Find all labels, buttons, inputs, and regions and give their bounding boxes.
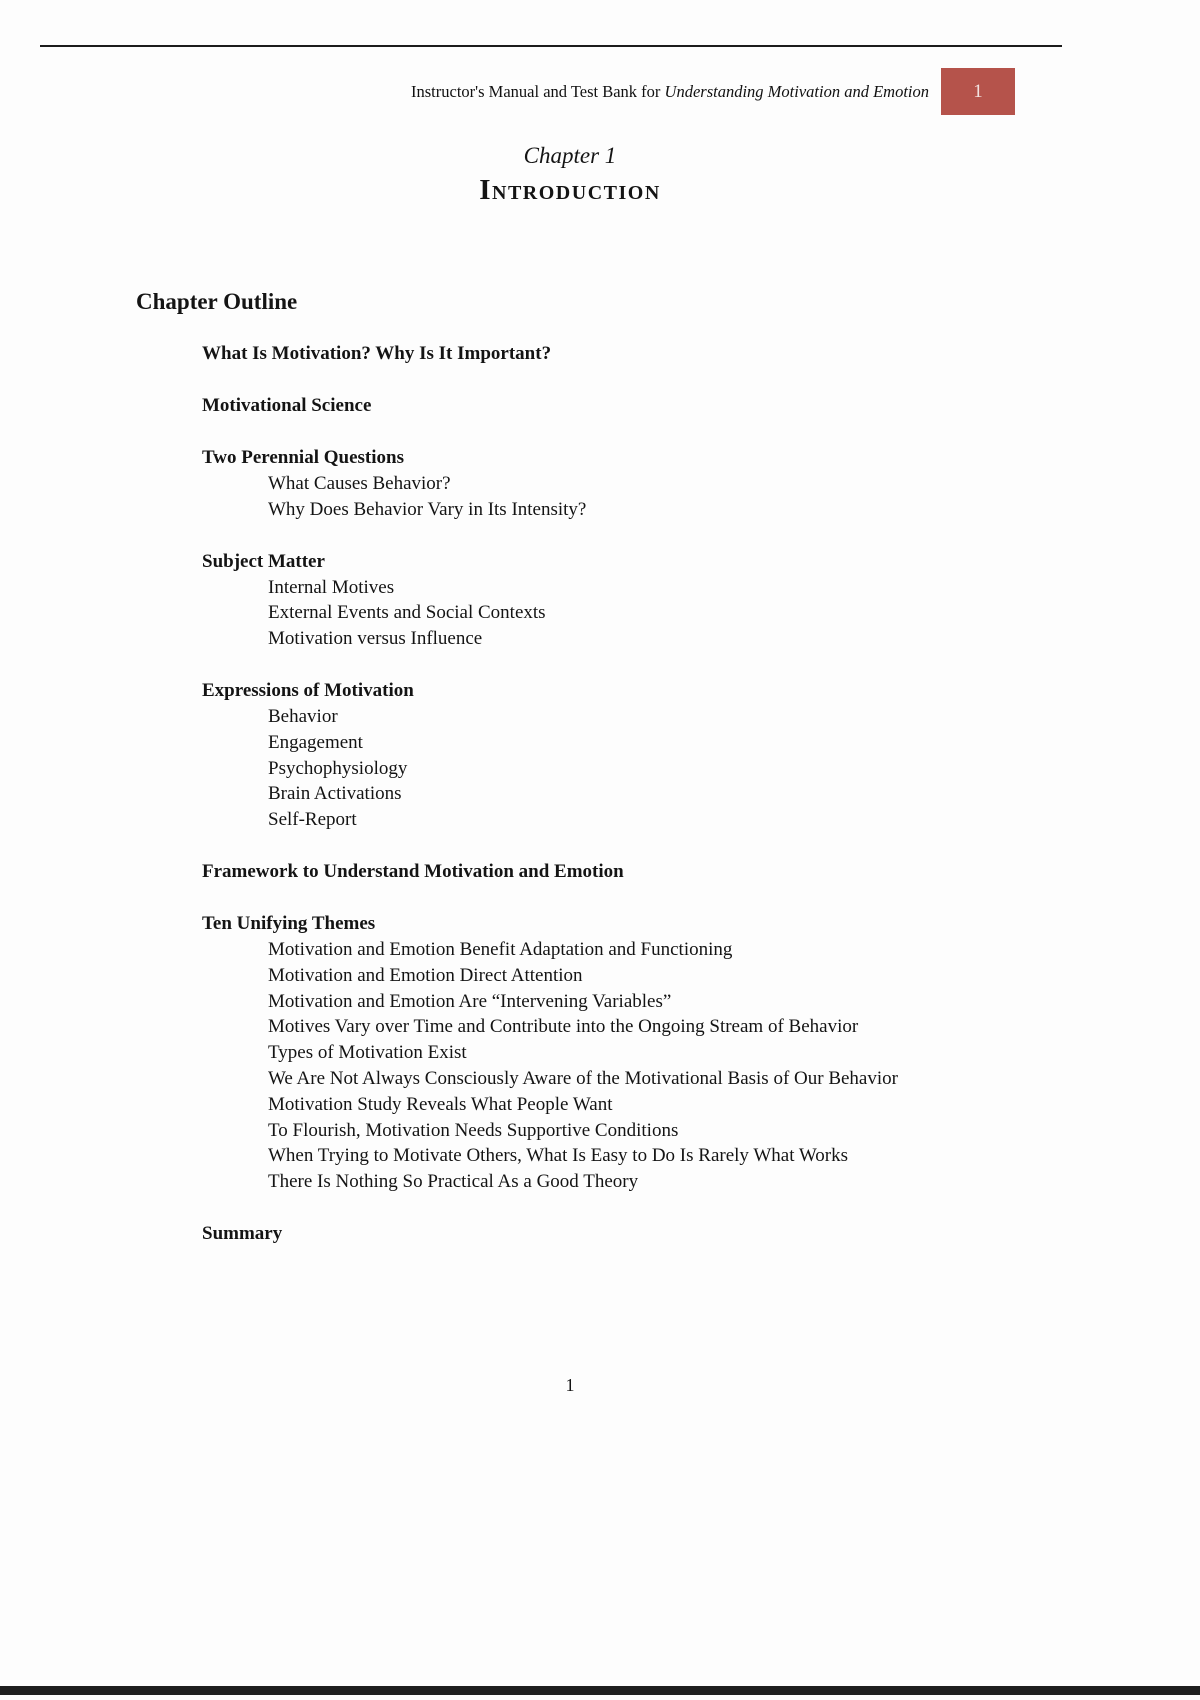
outline-item: What Causes Behavior? (268, 473, 451, 494)
outline-item: Motivation Study Reveals What People Want (268, 1093, 613, 1115)
outline-item: To Flourish, Motivation Needs Supportive Conditions (268, 1119, 679, 1141)
outline-section-title: Two Perennial Questions (202, 447, 404, 468)
outline-section-title: Expressions of Motivation (202, 679, 414, 701)
outline-item: Self-Report (268, 809, 357, 831)
outline-item: Brain Activations (268, 783, 402, 805)
outline-item: There Is Nothing So Practical As a Good Theory (268, 1171, 639, 1193)
page-content (136, 142, 1062, 1247)
outline-section (202, 393, 1062, 419)
running-header (411, 82, 929, 102)
outline-section-title: Motivational Science (202, 395, 372, 416)
outline-item: Internal Motives (268, 576, 395, 598)
chapter-title: Introduction (479, 174, 661, 206)
outline-item: Motivation versus Influence (268, 628, 483, 650)
header-rule (40, 45, 1062, 47)
chapter-outline-heading: Chapter Outline (136, 289, 298, 314)
outline-item: Types of Motivation Exist (268, 1042, 467, 1064)
outline-section (202, 341, 1062, 367)
outline-item: Engagement (268, 731, 363, 753)
page-header (40, 68, 1015, 115)
outline-item: Behavior (268, 705, 338, 727)
outline-item: We Are Not Always Consciously Aware of the Motivational Basis of Our Behavior (268, 1067, 898, 1089)
outline-section (202, 678, 1062, 833)
outline-section-title: Framework to Understand Motivation and Emotion (202, 860, 624, 882)
outline-section (202, 859, 1062, 885)
running-header-book-title: Understanding Motivation and Emotion (664, 81, 929, 101)
outline-section-title: What Is Motivation? Why Is It Important? (202, 343, 552, 364)
outline-item: Why Does Behavior Vary in Its Intensity? (268, 498, 587, 520)
page-number-badge: 1 (941, 68, 1015, 115)
outline-item: Motivation and Emotion Direct Attention (268, 964, 583, 986)
outline-item: Motivation and Emotion Benefit Adaptation and Functioning (268, 938, 733, 960)
outline-item: Psychophysiology (268, 757, 408, 779)
outline-item: Motivation and Emotion Are “Intervening Variables” (268, 990, 672, 1012)
footer-page-number: 1 (565, 1375, 575, 1395)
outline-section (202, 549, 1062, 652)
running-header-prefix: Instructor's Manual and Test Bank for (411, 81, 665, 101)
chapter-title-block (136, 142, 1004, 207)
chapter-outline-list (202, 341, 1062, 1247)
outline-item: Motives Vary over Time and Contribute into the Ongoing Stream of Behavior (268, 1016, 859, 1038)
outline-section (202, 1221, 1062, 1247)
outline-section (202, 445, 1062, 523)
page-bottom-edge (0, 1686, 1200, 1695)
outline-section-title: Summary (202, 1222, 283, 1244)
chapter-label: Chapter 1 (523, 143, 617, 168)
outline-item: When Trying to Motivate Others, What Is Easy to Do Is Rarely What Works (268, 1145, 849, 1167)
outline-section-title: Subject Matter (202, 550, 325, 572)
outline-item: External Events and Social Contexts (268, 602, 546, 624)
outline-section (202, 911, 1062, 1195)
outline-section-title: Ten Unifying Themes (202, 912, 376, 934)
